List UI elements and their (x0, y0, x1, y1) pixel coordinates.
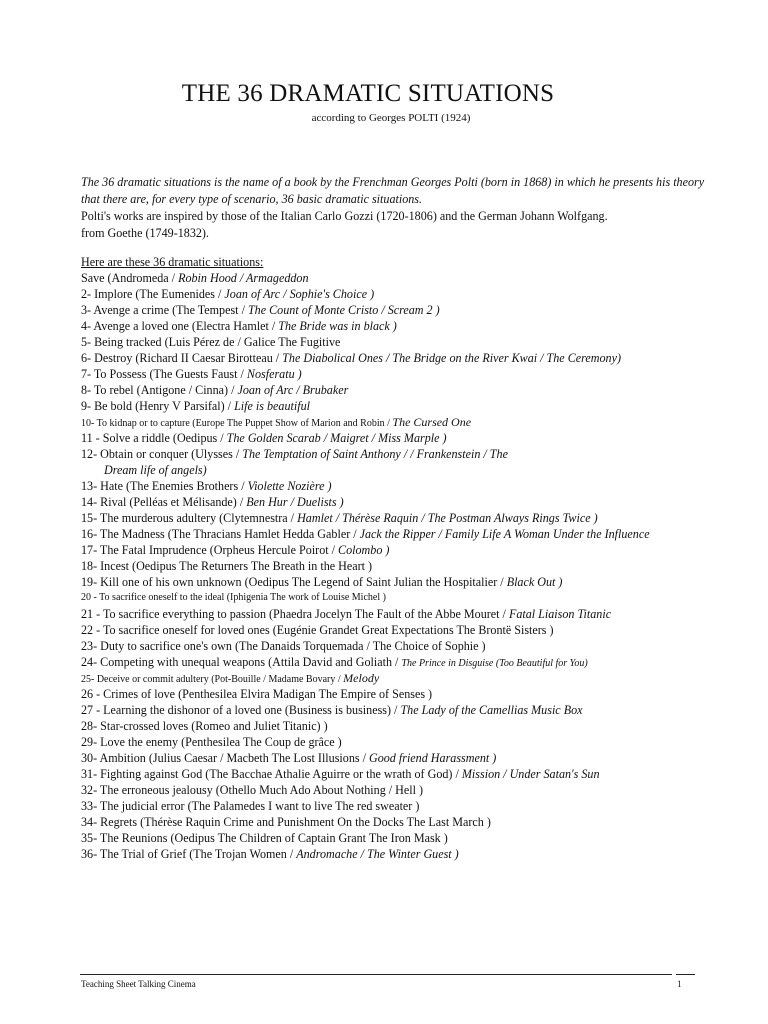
list-item: 20 - To sacrifice oneself to the ideal (Iphigenia The work of Louise Michel ) (81, 592, 386, 603)
intro-lead: The 36 dramatic situations is the name of a book by the Frenchman Georges Polti (born in 1868) in which he presents his theory that there are, for every type of scenario, 36 basic dramatic situations. (81, 175, 705, 206)
list-item: 14- Rival (Pelléas et Mélisande) / Ben Hur / Duelists ) (81, 495, 344, 509)
list-item: 10- To kidnap or to capture (Europe The Puppet Show of Marion and Robin / The Cursed One (81, 415, 472, 429)
list-item: 19- Kill one of his own unknown (Oedipus The Legend of Saint Julian the Hospitalier / Black Out ) (81, 575, 563, 589)
list-item: 21 - To sacrifice everything to passion (Phaedra Jocelyn The Fault of the Abbe Mouret / Fatal Liaison Titanic (81, 607, 612, 621)
list-item: 30- Ambition (Julius Caesar / Macbeth The Lost Illusions / Good friend Harassment ) (81, 751, 497, 765)
list-item: Save (Andromeda / Robin Hood / Armageddon (81, 271, 309, 285)
list-item: 24- Competing with unequal weapons (Attila David and Goliath / The Prince in Disguise (Too Beautiful for You) (81, 655, 588, 669)
list-item: 22 - To sacrifice oneself for loved ones (Eugénie Grandet Great Expectations The Brontë Sisters ) (81, 623, 554, 637)
list-item: 36- The Trial of Grief (The Trojan Women / Andromache / The Winter Guest ) (81, 847, 459, 861)
footer-divider-right (676, 974, 695, 975)
list-item: 15- The murderous adultery (Clytemnestra / Hamlet / Thérèse Raquin / The Postman Always Rings Twice ) (81, 511, 598, 525)
list-item: 7- To Possess (The Guests Faust / Nosferatu ) (81, 367, 302, 381)
intro-line-2: Polti's works are inspired by those of the Italian Carlo Gozzi (1720-1806) and the German Johann Wolfgang. (81, 209, 608, 223)
footer-divider (80, 974, 672, 975)
list-item: 29- Love the enemy (Penthesilea The Coup de grâce ) (81, 735, 342, 749)
list-item: 26 - Crimes of love (Penthesilea Elvira Madigan The Empire of Senses ) (81, 687, 433, 701)
list-item: 35- The Reunions (Oedipus The Children of Captain Grant The Iron Mask ) (81, 831, 448, 845)
list-item: 28- Star-crossed loves (Romeo and Juliet Titanic) ) (81, 719, 328, 733)
page-subtitle: according to Georges POLTI (1924) (311, 112, 471, 124)
page-number: 1 (677, 979, 682, 989)
list-item: 34- Regrets (Thérèse Raquin Crime and Punishment On the Docks The Last March ) (81, 815, 491, 829)
page-title: THE 36 DRAMATIC SITUATIONS (181, 80, 555, 107)
intro-line-3: from Goethe (1749-1832). (81, 226, 209, 240)
list-item: 2- Implore (The Eumenides / Joan of Arc / Sophie's Choice ) (81, 287, 375, 301)
list-item: 27 - Learning the dishonor of a loved one (Business is business) / The Lady of the Camellias Music Box (81, 703, 583, 717)
list-item: 32- The erroneous jealousy (Othello Much Ado About Nothing / Hell ) (81, 783, 424, 797)
intro-paragraph (81, 174, 706, 242)
list-item: 18- Incest (Oedipus The Returners The Breath in the Heart ) (81, 559, 373, 573)
footer-text: Teaching Sheet Talking Cinema (81, 979, 196, 989)
list-item: 9- Be bold (Henry V Parsifal) / Life is beautiful (81, 399, 310, 413)
list-item: 12- Obtain or conquer (Ulysses / The Temptation of Saint Anthony / / Frankenstein / The Dream life of angels) (81, 447, 508, 477)
list-item: 33- The judicial error (The Palamedes I want to live The red sweater ) (81, 799, 420, 813)
list-item: 6- Destroy (Richard II Caesar Birotteau / The Diabolical Ones / The Bridge on the River Kwai / The Ceremony) (81, 351, 621, 365)
list-item: 13- Hate (The Enemies Brothers / Violette Nozière ) (81, 479, 332, 493)
list-item: 5- Being tracked (Luis Pérez de / Galice The Fugitive (81, 335, 341, 349)
situations-list (81, 270, 706, 862)
list-item: 8- To rebel (Antigone / Cinna) / Joan of Arc / Brubaker (81, 383, 349, 397)
list-item: 17- The Fatal Imprudence (Orpheus Hercule Poirot / Colombo ) (81, 543, 390, 557)
list-heading: Here are these 36 dramatic situations: (81, 255, 264, 269)
list-item: 23- Duty to sacrifice one's own (The Danaids Torquemada / The Choice of Sophie ) (81, 639, 486, 653)
list-item: 3- Avenge a crime (The Tempest / The Count of Monte Cristo / Scream 2 ) (81, 303, 440, 317)
list-item: 16- The Madness (The Thracians Hamlet Hedda Gabler / Jack the Ripper / Family Life A Woman Under the Influence (81, 527, 650, 541)
list-item: 31- Fighting against God (The Bacchae Athalie Aguirre or the wrath of God) / Mission / Under Satan's Sun (81, 767, 600, 781)
list-item: 11 - Solve a riddle (Oedipus / The Golden Scarab / Maigret / Miss Marple ) (81, 431, 447, 445)
list-item: 25- Deceive or commit adultery (Pot-Bouille / Madame Bovary / Melody (81, 671, 380, 685)
list-item: 4- Avenge a loved one (Electra Hamlet / The Bride was in black ) (81, 319, 397, 333)
